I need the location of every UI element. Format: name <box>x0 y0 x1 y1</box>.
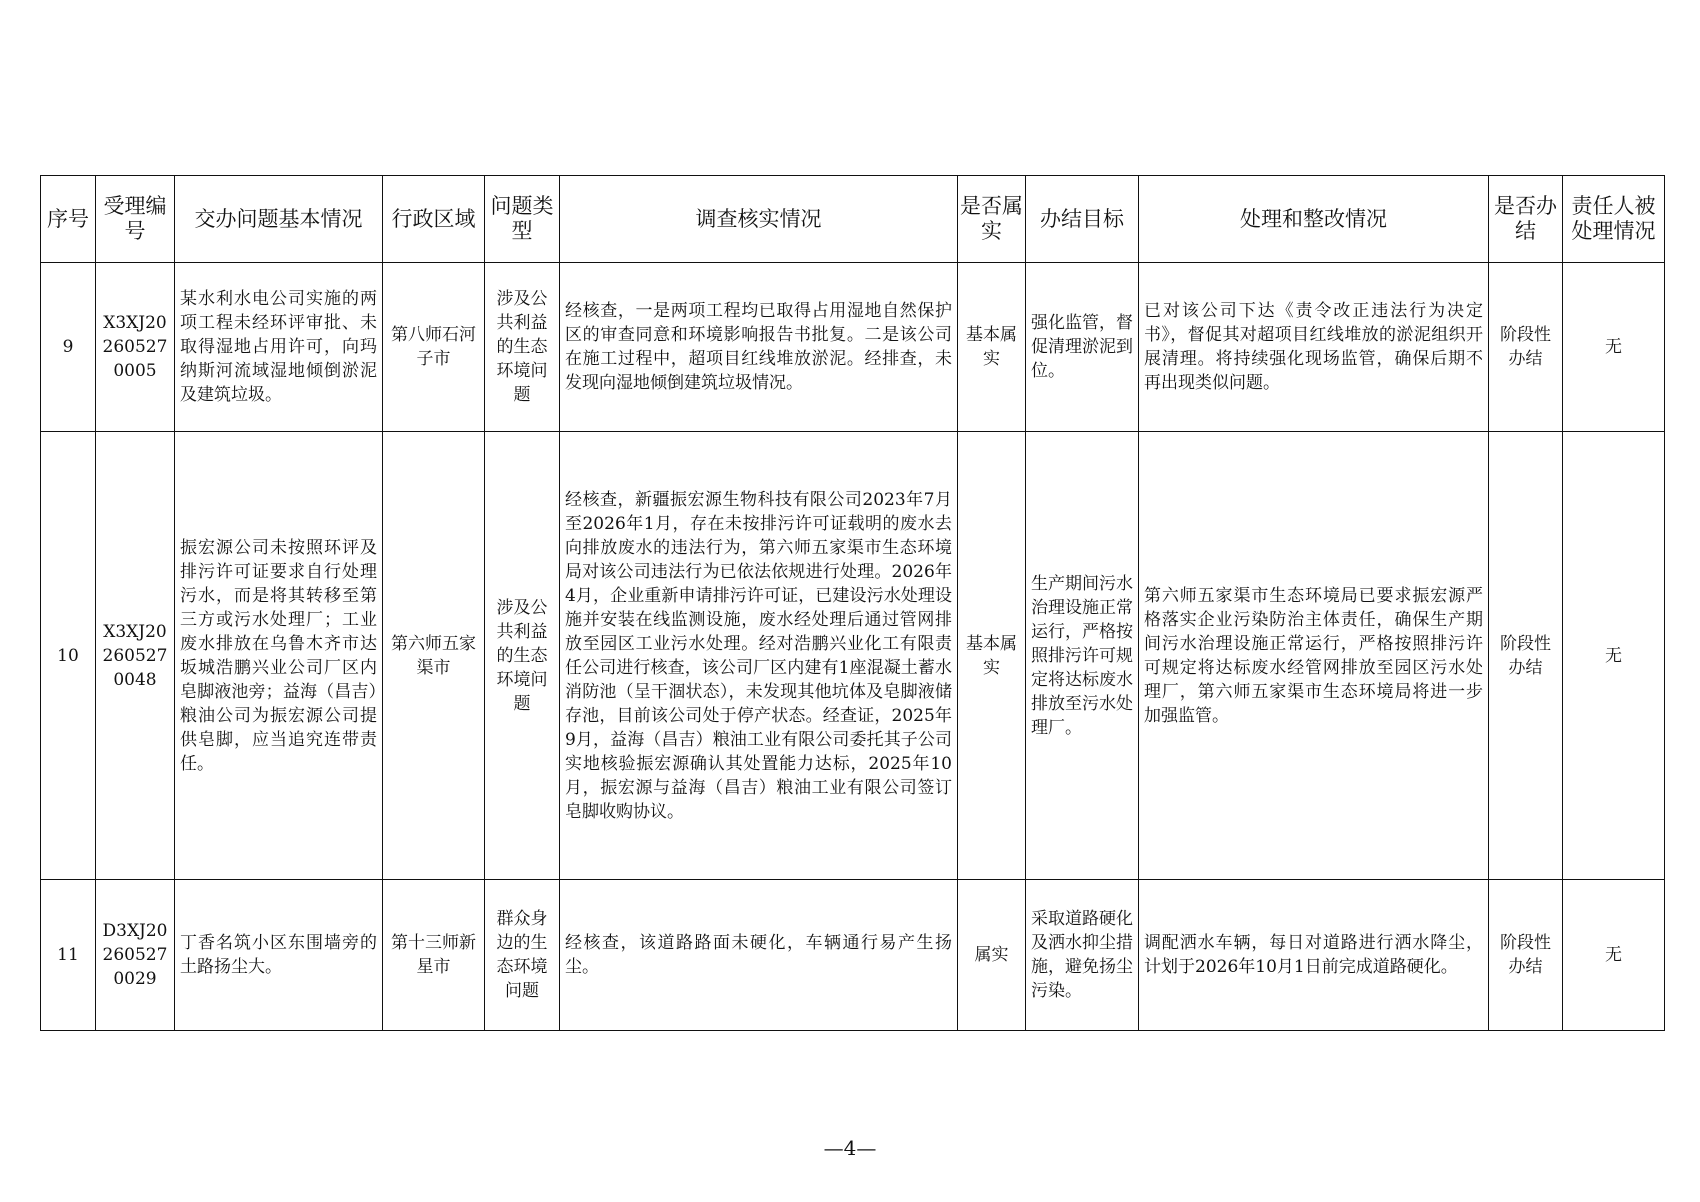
cell-investigation: 经核查，新疆振宏源生物科技有限公司2023年7月至2026年1月，存在未按排污许可证载明的废水去向排放废水的违法行为，第六师五家渠市生态环境局对该公司违法行为已依法依规进行处理。2026年4月，企业重新申请排污许可证，已建设污水处理设施并安装在线监测设施，废水经处理后通过管网排放至园区工业污水处理。经对浩鹏兴业化工有限责任公司进行核查，该公司厂区内建有1座混凝土蓄水消防池（呈干涸状态），未发现其他坑体及皂脚液储存池，目前该公司处于停产状态。经查证，2025年9月，益海（昌吉）粮油工业有限公司委托其子公司实地核验振宏源确认其处置能力达标，2025年10月，振宏源与益海（昌吉）粮油工业有限公司签订皂脚收购协议。 <box>560 432 958 880</box>
header-issue: 交办问题基本情况 <box>175 176 383 263</box>
cell-investigation: 经核查，该道路路面未硬化，车辆通行易产生扬尘。 <box>560 880 958 1031</box>
header-region: 行政区域 <box>383 176 485 263</box>
header-responsible: 责任人被处理情况 <box>1563 176 1665 263</box>
cell-investigation: 经核查，一是两项工程均已取得占用湿地自然保护区的审查同意和环境影响报告书批复。二是该公司在施工过程中，超项目红线堆放淤泥。经排查，未发现向湿地倾倒建筑垃圾情况。 <box>560 263 958 432</box>
cell-issue: 某水利水电公司实施的两项工程未经环评审批、未取得湿地占用许可，向玛纳斯河流域湿地倾倒淤泥及建筑垃圾。 <box>175 263 383 432</box>
cell-verified: 属实 <box>958 880 1026 1031</box>
cell-case-code: X3XJ202605270005 <box>96 263 175 432</box>
table-row <box>41 880 1665 1031</box>
cell-type: 群众身边的生态环境问题 <box>485 880 560 1031</box>
cell-type: 涉及公共利益的生态环境问题 <box>485 263 560 432</box>
cell-handling: 已对该公司下达《责令改正违法行为决定书》，督促其对超项目红线堆放的淤泥组织开展清理。将持续强化现场监管，确保后期不再出现类似问题。 <box>1139 263 1489 432</box>
cell-type: 涉及公共利益的生态环境问题 <box>485 432 560 880</box>
cell-region: 第八师石河子市 <box>383 263 485 432</box>
cell-case-code: D3XJ202605270029 <box>96 880 175 1031</box>
cell-serial: 9 <box>41 263 96 432</box>
cell-verified: 基本属实 <box>958 263 1026 432</box>
cell-issue: 丁香名筑小区东围墙旁的土路扬尘大。 <box>175 880 383 1031</box>
header-case-code: 受理编号 <box>96 176 175 263</box>
cell-responsible: 无 <box>1563 263 1665 432</box>
case-table <box>40 175 1665 1031</box>
page-number: —4— <box>823 1136 877 1160</box>
cell-goal: 生产期间污水治理设施正常运行，严格按照排污许可规定将达标废水排放至污水处理厂。 <box>1026 432 1139 880</box>
header-handling: 处理和整改情况 <box>1139 176 1489 263</box>
header-investigation: 调查核实情况 <box>560 176 958 263</box>
cell-closed: 阶段性办结 <box>1489 263 1563 432</box>
cell-issue: 振宏源公司未按照环评及排污许可证要求自行处理污水，而是将其转移至第三方或污水处理厂；工业废水排放在乌鲁木齐市达坂城浩鹏兴业公司厂区内皂脚液池旁；益海（昌吉）粮油公司为振宏源公司提供皂脚，应当追究连带责任。 <box>175 432 383 880</box>
cell-verified: 基本属实 <box>958 432 1026 880</box>
header-type: 问题类型 <box>485 176 560 263</box>
cell-serial: 10 <box>41 432 96 880</box>
header-closed: 是否办结 <box>1489 176 1563 263</box>
cell-serial: 11 <box>41 880 96 1031</box>
cell-goal: 采取道路硬化及洒水抑尘措施，避免扬尘污染。 <box>1026 880 1139 1031</box>
header-row <box>41 176 1665 263</box>
header-serial: 序号 <box>41 176 96 263</box>
cell-region: 第十三师新星市 <box>383 880 485 1031</box>
cell-closed: 阶段性办结 <box>1489 432 1563 880</box>
cell-region: 第六师五家渠市 <box>383 432 485 880</box>
cell-goal: 强化监管，督促清理淤泥到位。 <box>1026 263 1139 432</box>
cell-responsible: 无 <box>1563 880 1665 1031</box>
header-goal: 办结目标 <box>1026 176 1139 263</box>
cell-handling: 调配洒水车辆，每日对道路进行洒水降尘，计划于2026年10月1日前完成道路硬化。 <box>1139 880 1489 1031</box>
table-row <box>41 432 1665 880</box>
cell-case-code: X3XJ202605270048 <box>96 432 175 880</box>
cell-handling: 第六师五家渠市生态环境局已要求振宏源严格落实企业污染防治主体责任，确保生产期间污水治理设施正常运行，严格按照排污许可规定将达标废水经管网排放至园区污水处理厂，第六师五家渠市生态环境局将进一步加强监管。 <box>1139 432 1489 880</box>
cell-responsible: 无 <box>1563 432 1665 880</box>
table-row <box>41 263 1665 432</box>
header-verified: 是否属实 <box>958 176 1026 263</box>
cell-closed: 阶段性办结 <box>1489 880 1563 1031</box>
